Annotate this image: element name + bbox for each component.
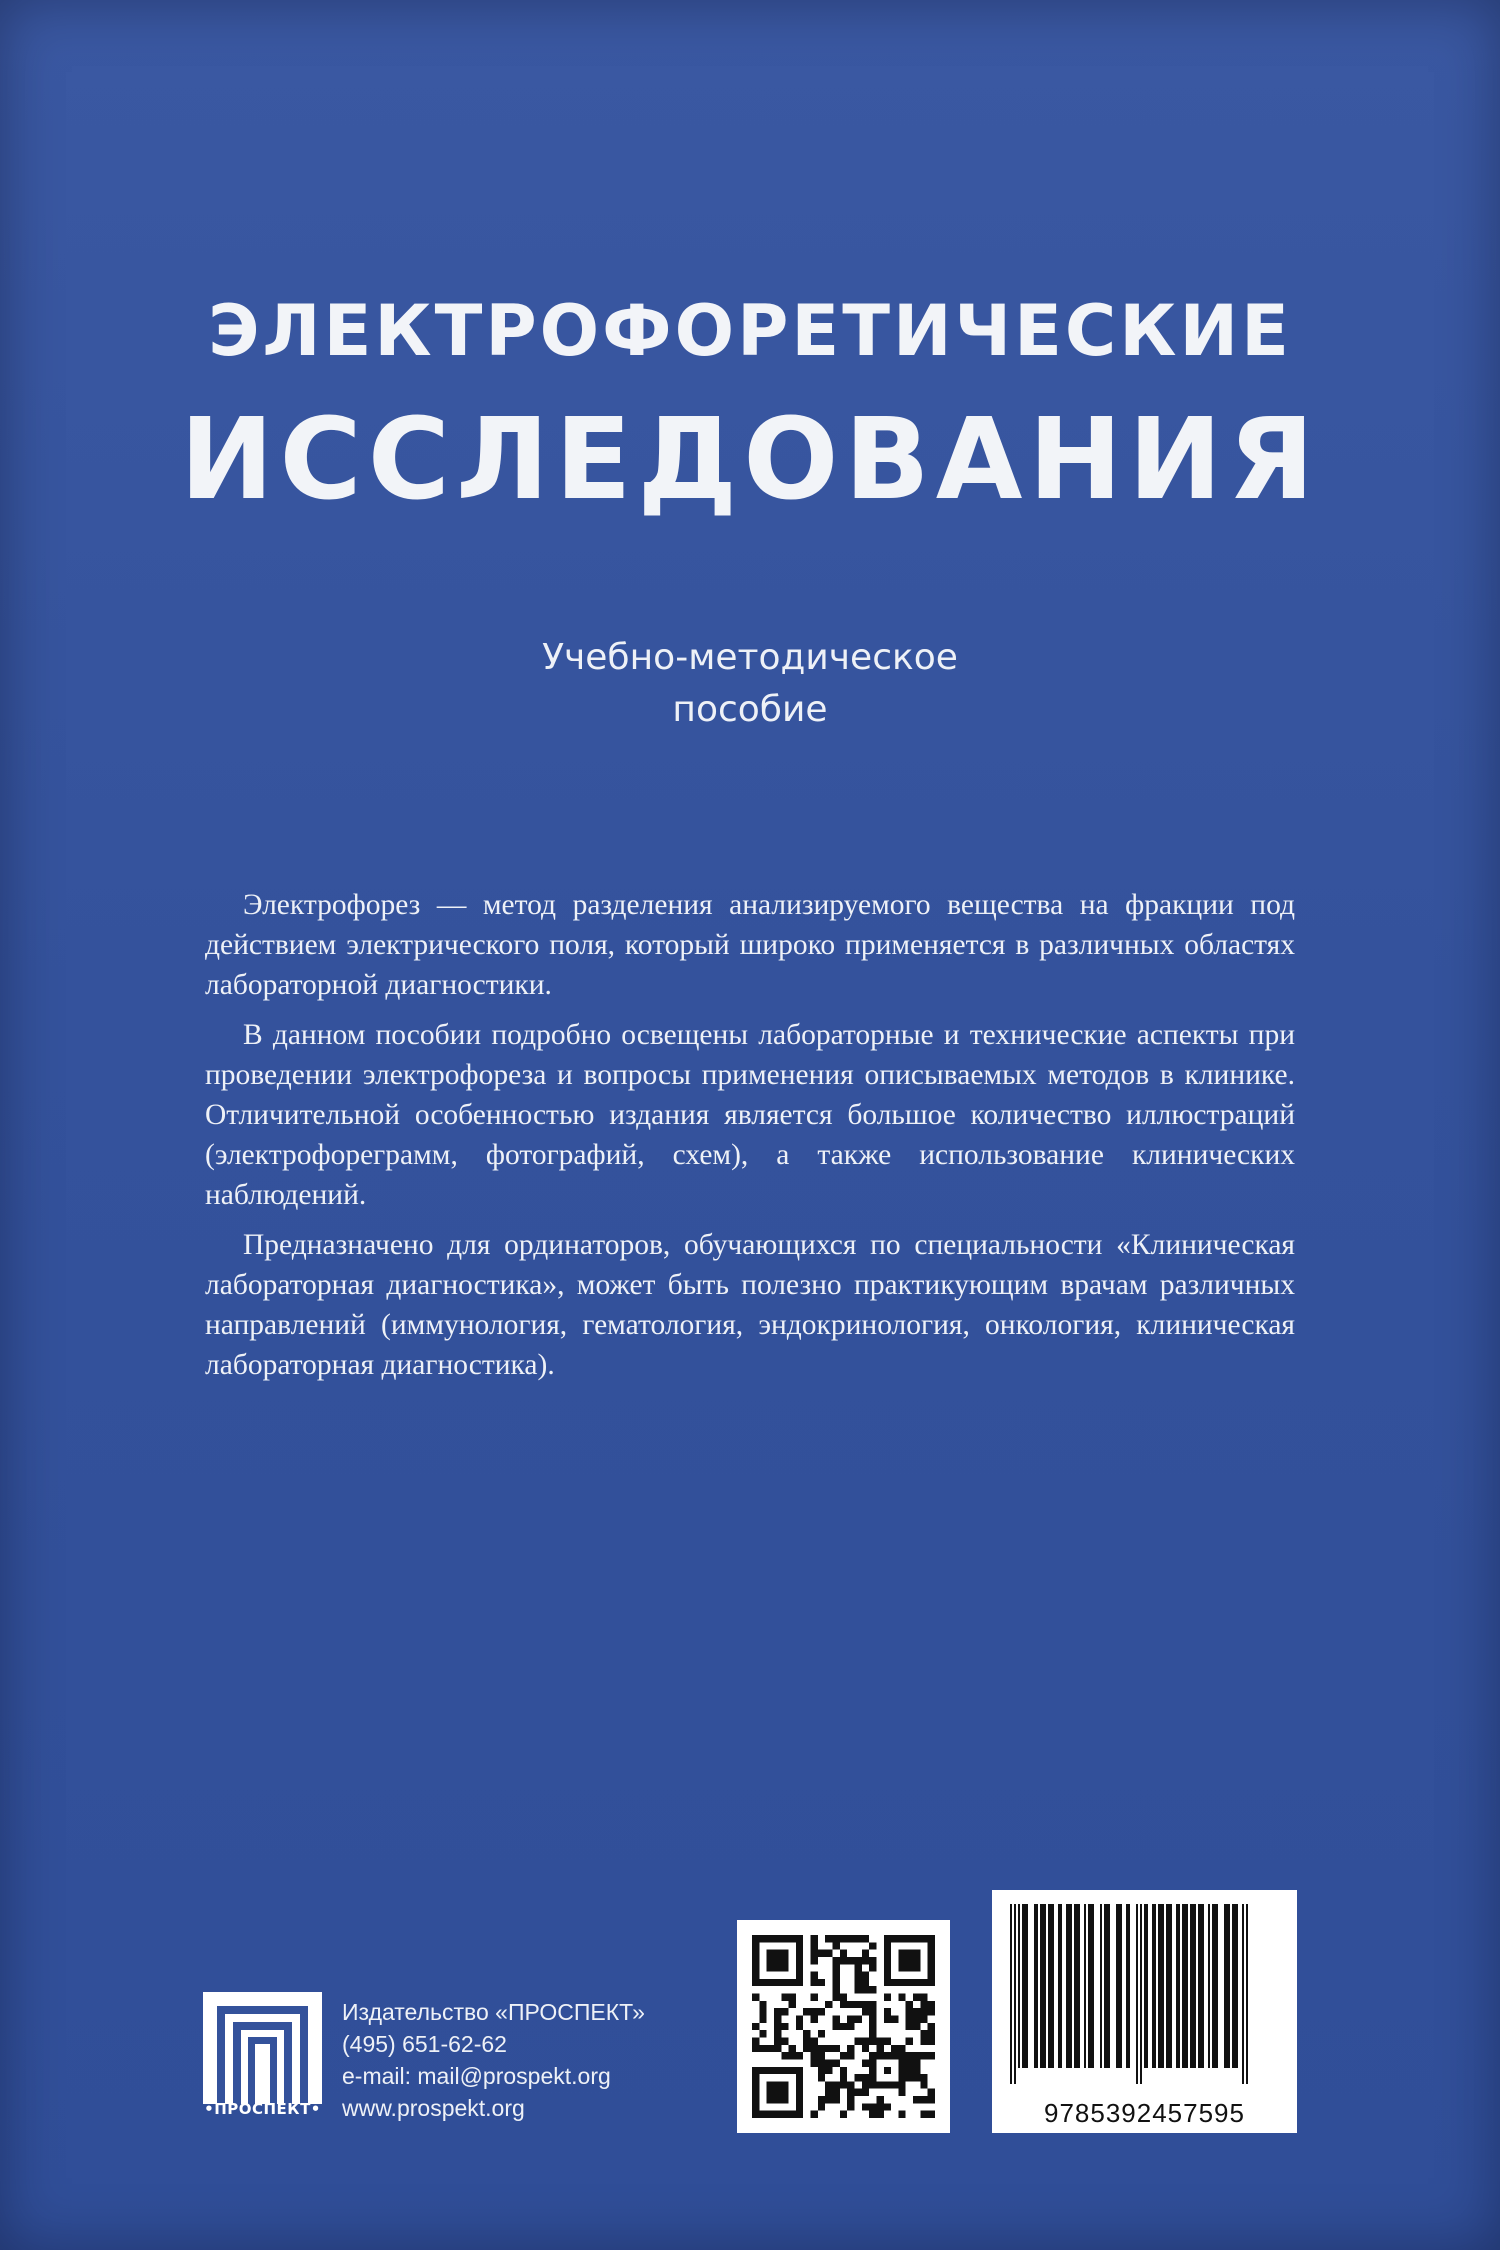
annotation-paragraph-3: Предназначено для ординаторов, обучающихся по специальности «Клиническая лабораторная диагностика», может быть полезно практикующим врачам различных направлений (иммунология, гематология, эндокринология, онкология, клиническая лабораторная диагностика).	[205, 1229, 1295, 1381]
annotation-text	[205, 885, 1295, 1395]
publisher-website: www.prospekt.org	[342, 2095, 525, 2121]
book-title-line-1: ЭЛЕКТРОФОРЕТИЧЕСКИЕ	[208, 290, 1292, 372]
publisher-logo-icon	[195, 1990, 330, 2110]
isbn-number: 9785392457595	[1044, 2098, 1245, 2128]
publisher-email: e-mail: mail@prospekt.org	[342, 2063, 611, 2089]
barcode-icon	[1006, 1904, 1283, 2084]
book-subtitle	[0, 632, 1500, 736]
publisher-name: Издательство «ПРОСПЕКТ»	[342, 1999, 645, 2025]
book-title-line-2: ИССЛЕДОВАНИЯ	[179, 395, 1321, 525]
qr-code-icon	[752, 1935, 935, 2118]
qr-code	[737, 1920, 950, 2133]
publisher-contacts	[342, 1996, 645, 2124]
annotation-paragraph-2: В данном пособии подробно освещены лабораторные и технические аспекты при проведении электрофореза и вопросы применения описываемых методов в клинике. Отличительной особенностью издания является большое количество иллюстраций (электрофореграмм, фотографий, схем), а также использование клинических наблюдений.	[205, 1019, 1295, 1211]
annotation-paragraph-1: Электрофорез — метод разделения анализируемого вещества на фракции под действием электрического поля, который широко применяется в различных областях лабораторной диагностики.	[205, 889, 1295, 1001]
publisher-logo-text: •ПРОСПЕКТ•	[204, 2100, 321, 2118]
subtitle-line-2: пособие	[672, 689, 828, 730]
isbn-barcode	[992, 1890, 1297, 2133]
subtitle-line-1: Учебно-методическое	[542, 637, 958, 678]
publisher-phone: (495) 651-62-62	[342, 2031, 507, 2057]
